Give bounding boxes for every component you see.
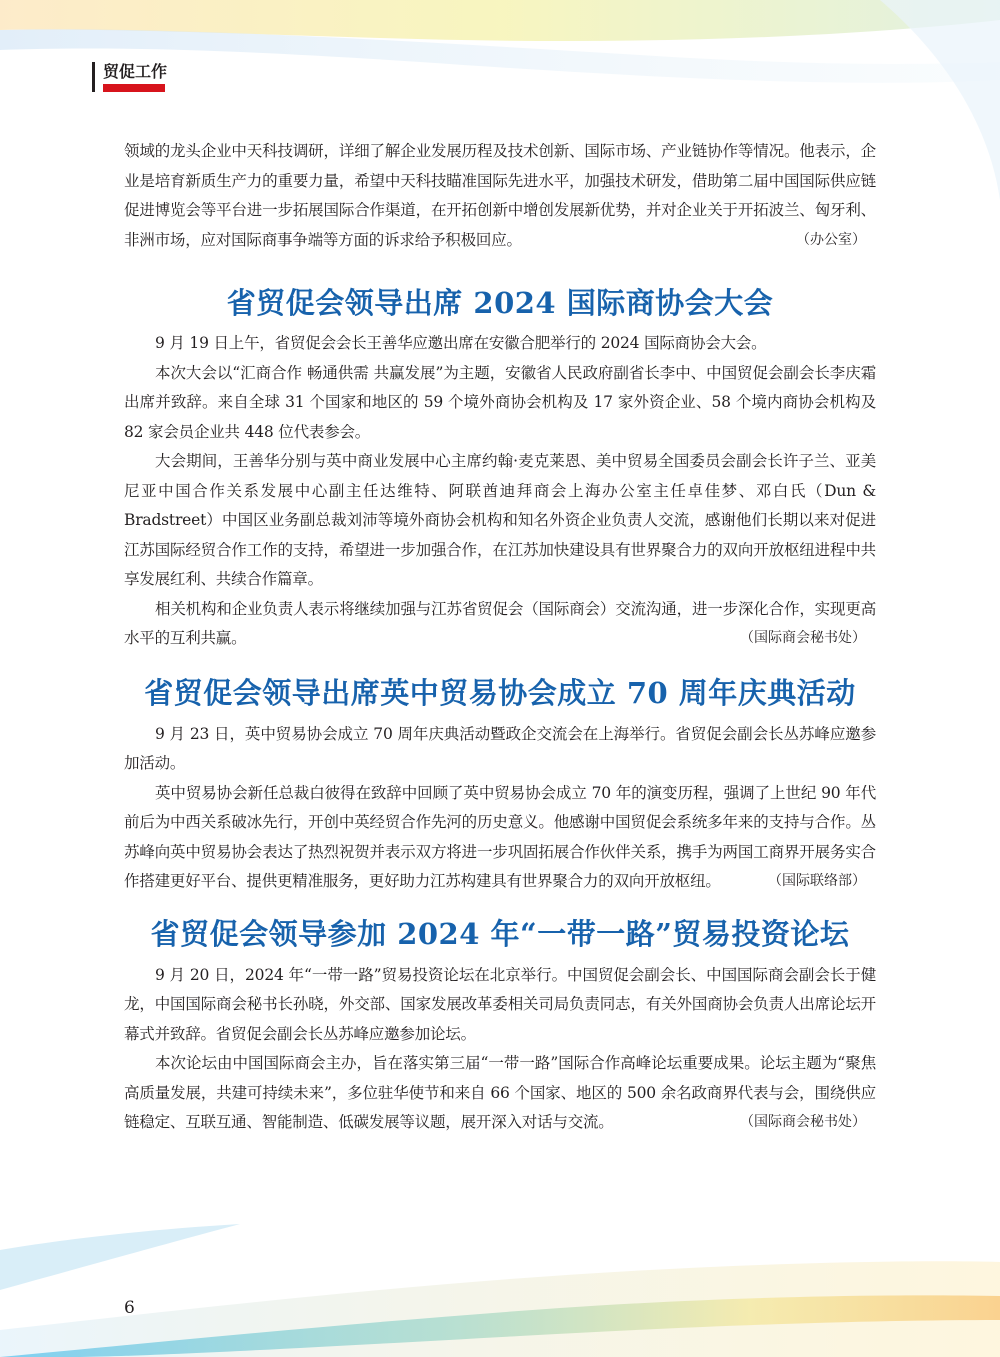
section-tag [92, 62, 167, 92]
section-label: 贸促工作 [103, 62, 168, 81]
article1-paragraph: 相关机构和企业负责人表示将继续加强与江苏省贸促会（国际商会）交流沟通，进一步深化合作，实现更高水平的互利共赢。 [124, 599, 876, 647]
intro-block [124, 137, 876, 255]
intro-source: （办公室） [796, 231, 866, 248]
article3-paragraph: 9 月 20 日，2024 年“一带一路”贸易投资论坛在北京举行。中国贸促会副会长、中国国际商会副会长于健龙，中国国际商会秘书长孙晓，外交部、国家发展改革委相关司局负责同志，有关外国商协会负责人出席论坛开幕式并致辞。省贸促会副会长丛苏峰应邀参加论坛。 [124, 965, 876, 1043]
article1-source: （国际商会秘书处） [740, 630, 866, 646]
bottom-decorative-swoosh [0, 1210, 1000, 1357]
page-number: 6 [124, 1298, 135, 1318]
article2-paragraph: 9 月 23 日，英中贸易协会成立 70 周年庆典活动暨政企交流会在上海举行。省贸促会副会长丛苏峰应邀参加活动。 [124, 724, 876, 772]
article-body [124, 137, 876, 1138]
intro-paragraph: 领域的龙头企业中天科技调研，详细了解企业发展历程及技术创新、国际市场、产业链协作等情况。他表示，企业是培育新质生产力的重要力量，希望中天科技瞄准国际先进水平，加强技术研发，借助第二届中国国际供应链促进博览会等平台进一步拓展国际合作渠道，在开拓创新中增创发展新优势，并对企业关于开拓波兰、匈牙利、非洲市场，应对国际商事争端等方面的诉求给予积极回应。 [124, 142, 876, 249]
article2-source: （国际联络部） [768, 873, 866, 889]
article3-body [124, 961, 876, 1138]
article3-paragraph: 本次论坛由中国国际商会主办，旨在落实第三届“一带一路”国际合作高峰论坛重要成果。论坛主题为“聚焦高质量发展，共建可持续未来”，多位驻华使节和来自 66 个国家、地区的 500 余名政商界代表与会，围绕供应链稳定、互联互通、智能制造、低碳发展等议题，展开深入对话与交流。 [124, 1054, 876, 1131]
article1-body [124, 329, 876, 654]
article2-headline: 省贸促会领导出席英中贸易协会成立 70 周年庆典活动 [144, 675, 856, 710]
section-red-bar [103, 84, 165, 92]
article3-source: （国际商会秘书处） [740, 1114, 866, 1130]
article2-paragraph: 英中贸易协会新任总裁白彼得在致辞中回顾了英中贸易协会成立 70 年的演变历程，强调了上世纪 90 年代前后为中西关系破冰先行，开创中英经贸合作先河的历史意义。他感谢中国贸促会系统多年来的支持与合作。丛苏峰向英中贸易协会表达了热烈祝贺并表示双方将进一步巩固拓展合作伙伴关系，携手为两国工商界开展务实合作搭建更好平台、提供更精准服务，更好助力江苏构建具有世界聚合力的双向开放枢纽。 [124, 783, 876, 890]
article1-paragraph: 大会期间，王善华分别与英中商业发展中心主席约翰·麦克莱恩、美中贸易全国委员会副会长许子兰、亚美尼亚中国合作关系发展中心副主任达维特、阿联酋迪拜商会上海办公室主任卓佳梦、邓白氏（Dun & Bradstreet）中国区业务副总裁刘沛等境外商协会机构和知名外资企业负责人交流，感谢他们长期以来对促进江苏国际经贸合作工作的支持，希望进一步加强合作，在江苏加快建设具有世界聚合力的双向开放枢纽进程中共享发展红利、共续合作篇章。 [124, 452, 876, 588]
article1-paragraph: 本次大会以“汇商合作 畅通供需 共赢发展”为主题，安徽省人民政府副省长李中、中国贸促会副会长李庆霜出席并致辞。来自全球 31 个国家和地区的 59 个境外商协会机构及 17 家外资企业、58 个境内商协会机构及 82 家会员企业共 448 位代表参会。 [124, 363, 876, 441]
article2-body [124, 720, 876, 897]
article3-headline: 省贸促会领导参加 2024 年“一带一路”贸易投资论坛 [150, 916, 850, 951]
article1-headline: 省贸促会领导出席 2024 国际商协会大会 [226, 286, 774, 320]
article1-paragraph: 9 月 19 日上午，省贸促会会长王善华应邀出席在安徽合肥举行的 2024 国际商协会大会。 [155, 334, 767, 352]
